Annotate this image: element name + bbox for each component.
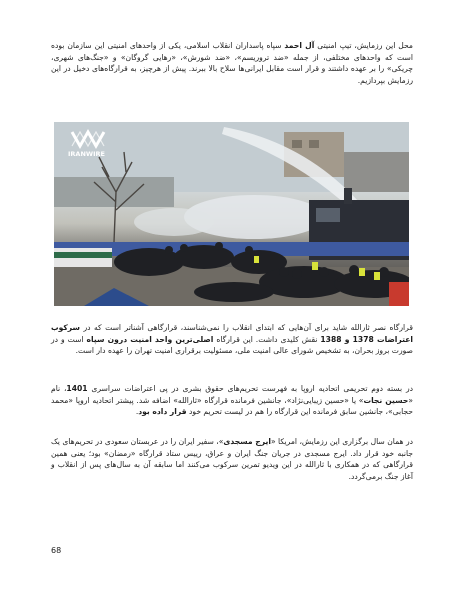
paragraph-iraj-masjedi: در همان سال برگزاری این رزمایش، امریکا «ایرج مسجدی»، سفیر ایران را در عربستان سعودی در تحریم‌های یک جانبه خود قرار داد. ایرج مسجدی در جریان جنگ ایران و عراق، رییس ستاد قرارگاه «رمضان» بود؛ یعنی همین قرارگاهی که در همکاری با ثارالله در این ویدیو تمرین سرکوب می‌کنند اما سابقه آن به سال‌های پس از انقلاب و آغاز جنگ برمی‌گردد. [51,437,413,481]
paragraph-intro: محل این رزمایش، تیپ امنیتی آل احمد سپاه پاسداران انقلاب اسلامی، یکی از واحدهای امنیتی این سازمان بوده است که واحدهای مختلفی، از جمله «ضد تروریسم»، «ضد شورش»، «رهایی گروگان» و «جنگ‌های شهری، چریکی» را بر عهده داشتند و قرار است مقابل ایرانی‌ها سلاح بالا ببرند. پیش از هرچیز، به قرارگاه‌های دخیل در این رزمایش بپردازیم. [51,41,413,85]
paragraph-eu-sanctions: در بسته دوم تحریمی اتحادیه اروپا به فهرست تحریم‌های حقوق بشری در پی اعتراضات سراسری 1401، نام «حسین نجات» یا «حسین زیبایی‌نژاد»، جانشین فرمانده قرارگاه «ثارالله» اضافه شد. پیشتر اتحادیه اروپا «محمد حجابی»، جانشین سابق فرمانده این قرارگاه را هم در لیست تحریم خود قرار داده بود. [51,384,413,417]
page-number: 68 [51,546,62,555]
paragraph-nasr-tharallah: قرارگاه نصر ثارالله شاید برای آن‌هایی که ابتدای انقلاب را نمی‌شناسند، قرارگاهی آشناتر است که در سرکوب اعتراضات 1378 و 1388 نقش کلیدی داشت. این قرارگاه اصلی‌ترین واحد امنیت درون سپاه است و در صورت بروز بحران، به تشخیص شورای عالی امنیت ملی، مسئولیت برقراری امنیت تهران را عهده دار است. [51,323,414,356]
riot-drill-photo [54,122,409,306]
logo-text: IRANWIRE [68,150,105,158]
